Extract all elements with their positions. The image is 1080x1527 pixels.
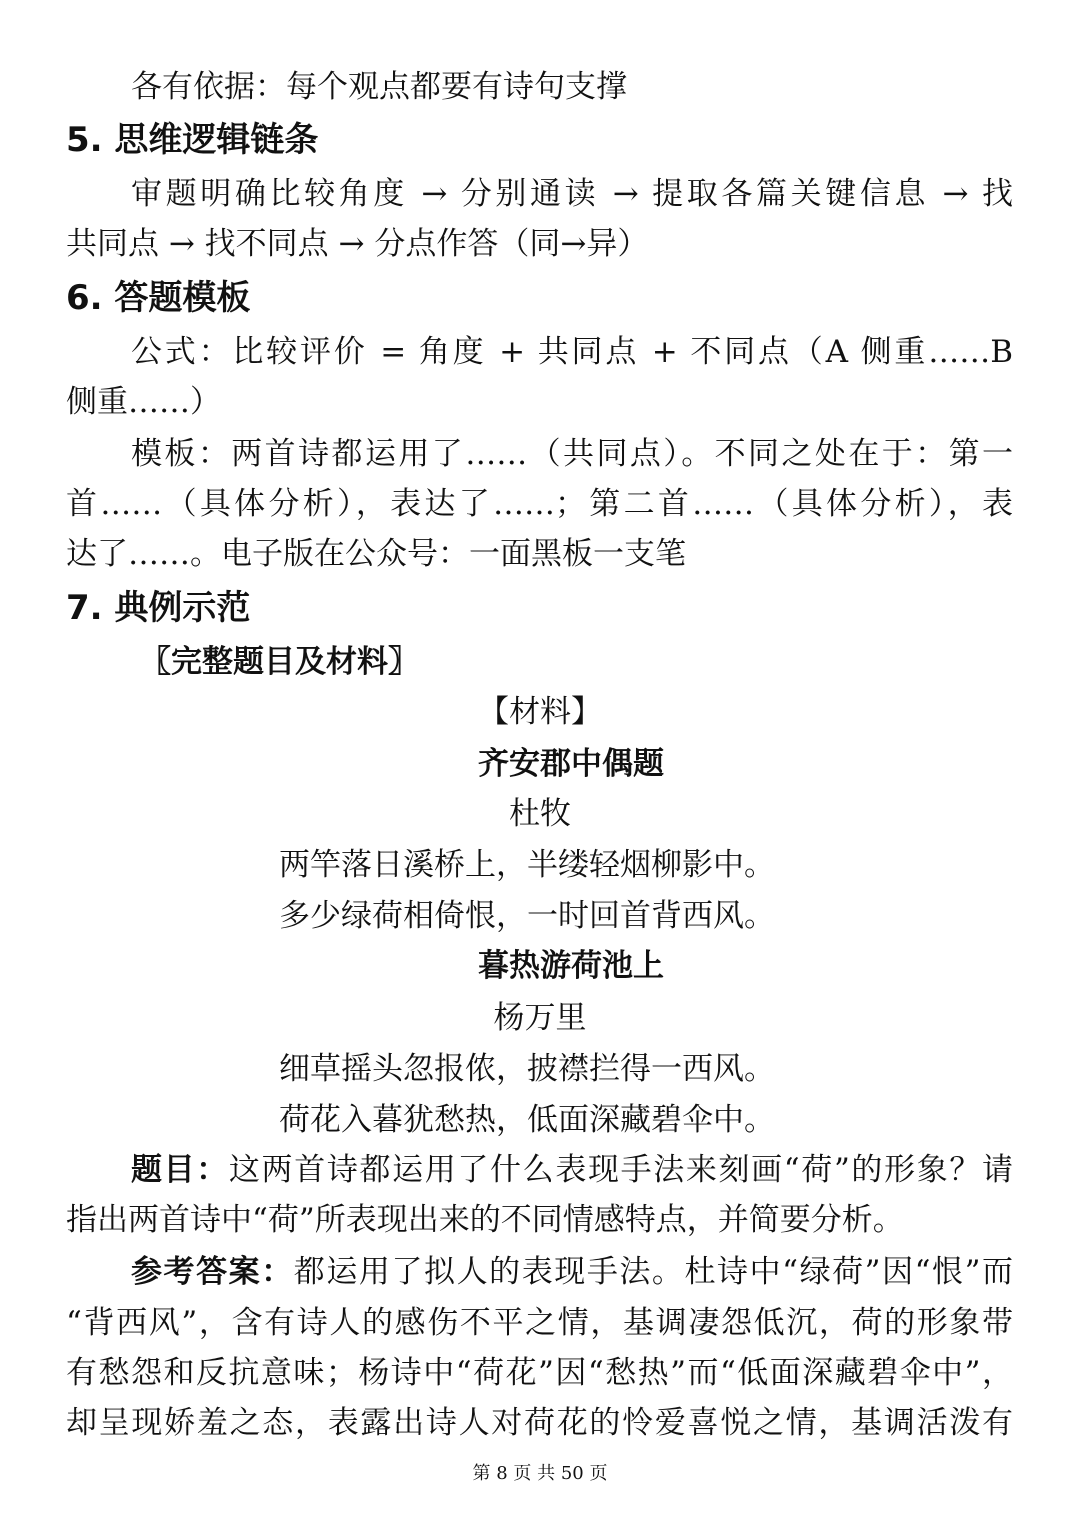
question-line-2: 指出两首诗中“荷”所表现出来的不同情感特点，并简要分析。 [66, 1202, 904, 1238]
basis-line: 各有依据：每个观点都要有诗句支撑 [131, 69, 627, 105]
question-label: 题目： [131, 1152, 229, 1188]
poem-1-title: 齐安郡中偶题 [478, 746, 664, 782]
answer-line-1 [131, 1252, 1013, 1292]
section-6-formula-line-2: 侧重……） [66, 384, 221, 420]
section-5-line-1: 审题明确比较角度 → 分别通读 → 提取各篇关键信息 → 找 [131, 176, 1013, 212]
question-text-1: 这两首诗都运用了什么表现手法来刻画“荷”的形象？请 [228, 1152, 1013, 1188]
question-line-1 [131, 1150, 1013, 1190]
section-5-line-2: 共同点 → 找不同点 → 分点作答（同→异） [66, 226, 649, 262]
poem-2-author: 杨万里 [493, 1000, 587, 1036]
answer-text-1: 都运用了拟人的表现手法。杜诗中“绿荷”因“恨”而 [293, 1254, 1014, 1290]
section-5-heading: 5. 思维逻辑链条 [66, 120, 319, 160]
answer-line-4: 却呈现娇羞之态，表露出诗人对荷花的怜爱喜悦之情，基调活泼有 [66, 1405, 1013, 1441]
answer-line-2: “背西风”，含有诗人的感伤不平之情，基调凄怨低沉，荷的形象带 [66, 1305, 1013, 1341]
section-7-heading: 7. 典例示范 [66, 588, 251, 628]
poem-1-author: 杜牧 [509, 796, 571, 832]
material-label: 【材料】 [478, 694, 602, 730]
poem-2-line-1: 细草摇头忽报侬，披襟拦得一西风。 [279, 1051, 775, 1087]
section-6-heading: 6. 答题模板 [66, 278, 251, 318]
poem-1-line-1: 两竿落日溪桥上，半缕轻烟柳影中。 [279, 847, 775, 883]
poem-2-line-2: 荷花入暮犹愁热，低面深藏碧伞中。 [279, 1102, 775, 1138]
poem-1-line-2: 多少绿荷相倚恨，一时回首背西风。 [279, 898, 775, 934]
answer-line-3: 有愁怨和反抗意味；杨诗中“荷花”因“愁热”而“低面深藏碧伞中”， [66, 1355, 1013, 1391]
section-6-template-line-3: 达了……。电子版在公众号：一面黑板一支笔 [66, 536, 686, 572]
page-footer: 第 8 页 共 50 页 [472, 1463, 608, 1484]
section-7-subheading: 〖完整题目及材料〗 [140, 644, 419, 680]
section-6-template-line-2: 首……（具体分析），表达了……；第二首……（具体分析），表 [66, 486, 1013, 522]
section-6-formula-line-1: 公式：比较评价 = 角度 + 共同点 + 不同点（A 侧重……B [131, 334, 1013, 370]
section-6-template-line-1: 模板：两首诗都运用了……（共同点）。不同之处在于：第一 [131, 436, 1013, 472]
poem-2-title: 暮热游荷池上 [478, 948, 664, 984]
answer-label: 参考答案： [131, 1254, 294, 1290]
